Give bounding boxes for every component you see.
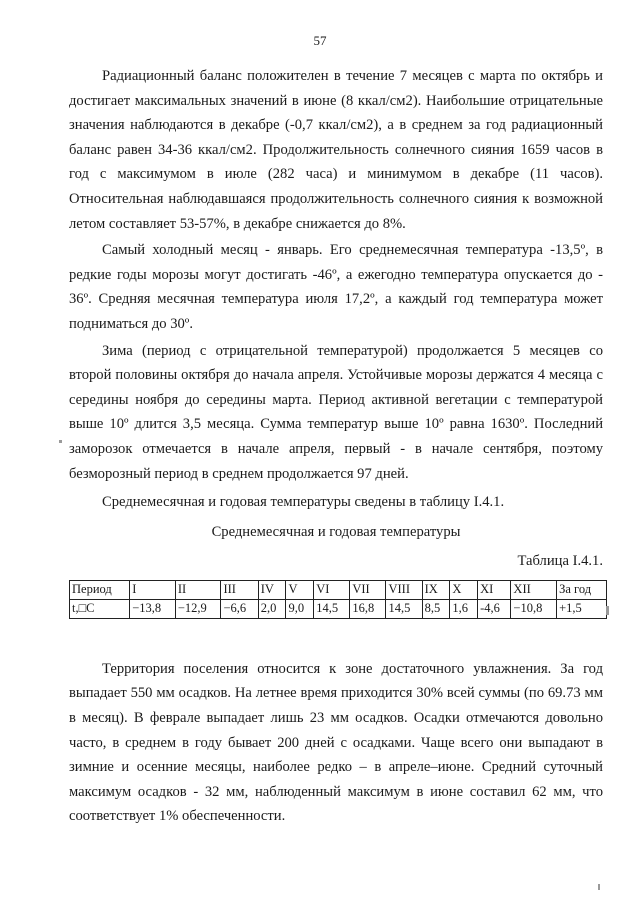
table-cell: 14,5: [314, 599, 350, 618]
scan-speck-mark: [606, 606, 609, 615]
header-cell: X: [450, 580, 478, 599]
paragraph-coldest-month: Самый холодный месяц - январь. Его среднемесячная температура -13,5º, в редкие годы морозы могут достигать -46º, а ежегодно температура опускается до - 36º. Средняя месячная температура июля 17,2º, а каждый год температура может подниматься до 30º.: [69, 242, 603, 332]
table-reference: Среднемесячная и годовая температуры сведены в таблицу I.4.1.: [102, 494, 505, 511]
table-cell: 9,0: [286, 599, 314, 618]
page-number: 57: [313, 33, 327, 48]
paragraph-radiation-balance: Радиационный баланс положителен в течение 7 месяцев с марта по октябрь и достигает максимальных значений в июне (8 ккал/см2). Наибольшие отрицательные значения наблюдаются в декабре (-0,7 ккал/см2), а в среднем за год радиационный баланс равен 34-36 ккал/см2. Продолжительность солнечного сияния 1659 часов в год с максимумом в июле (282 часа) и минимумом в декабре (11 часов). Относительная наблюдавшаяся продолжительность солнечного сияния к возможной летом составляет 53-57%, в декабре снижается до 8%.: [69, 68, 603, 232]
scan-speck-mark: [59, 440, 62, 443]
header-cell: VII: [350, 580, 386, 599]
table-cell: −13,8: [130, 599, 176, 618]
header-cell: I: [130, 580, 176, 599]
table-cell: 1,6: [450, 599, 478, 618]
table-cell: 16,8: [350, 599, 386, 618]
table-cell: 8,5: [422, 599, 450, 618]
table-cell: −10,8: [511, 599, 557, 618]
header-cell: V: [286, 580, 314, 599]
paragraph-winter-period: Зима (период с отрицательной температурой) продолжается 5 месяцев со второй половины октября до начала апреля. Устойчивые морозы держатся 4 месяца с середины ноября до середины марта. Период активной вегетации с температурой выше 10º длится 3,5 месяца. Сумма температур выше 10º равна 1630º. Последний заморозок отмечается в начале апреля, первый - в начале сентября, поэтому безморозный период в среднем продолжается 97 дней.: [69, 342, 603, 482]
table-cell: −6,6: [221, 599, 258, 618]
header-cell: XII: [511, 580, 557, 599]
table-data-row: [70, 599, 607, 618]
table-title: Среднемесячная и годовая температуры: [211, 523, 461, 540]
header-cell: III: [221, 580, 258, 599]
table-cell: 2,0: [258, 599, 286, 618]
header-cell: IX: [422, 580, 450, 599]
header-cell: VI: [314, 580, 350, 599]
header-cell: IV: [258, 580, 286, 599]
header-cell: Период: [70, 580, 130, 599]
page-body: [69, 64, 603, 831]
table-cell: 14,5: [386, 599, 422, 618]
table-cell: -4,6: [478, 599, 511, 618]
header-cell: XI: [478, 580, 511, 599]
paragraph-precipitation: Территория поселения относится к зоне достаточного увлажнения. За год выпадает 550 мм осадков. На летнее время приходится 30% всей суммы (по 69.73 мм в месяц). В феврале выпадает лишь 23 мм осадков. Осадки отмечаются довольно часто, в среднем в году бывает 200 дней с осадками. Чаще всего они выпадают в зимние и осенние месяцы, наиболее редко – в апреле–июне. Средний суточный максимум осадков - 32 мм, наблюденный максимум в июне составил 62 мм, что соответствует 1% обеспеченности.: [69, 660, 603, 825]
header-cell: За год: [557, 580, 607, 599]
header-cell: II: [175, 580, 221, 599]
table-number: Таблица I.4.1.: [517, 553, 603, 570]
scan-speck-mark: [598, 884, 600, 890]
table-cell: +1,5: [557, 599, 607, 618]
temperature-table: [69, 580, 607, 619]
header-cell: VIII: [386, 580, 422, 599]
table-header-row: [70, 580, 607, 599]
table-cell: −12,9: [175, 599, 221, 618]
table-cell: t,□C: [70, 599, 130, 618]
